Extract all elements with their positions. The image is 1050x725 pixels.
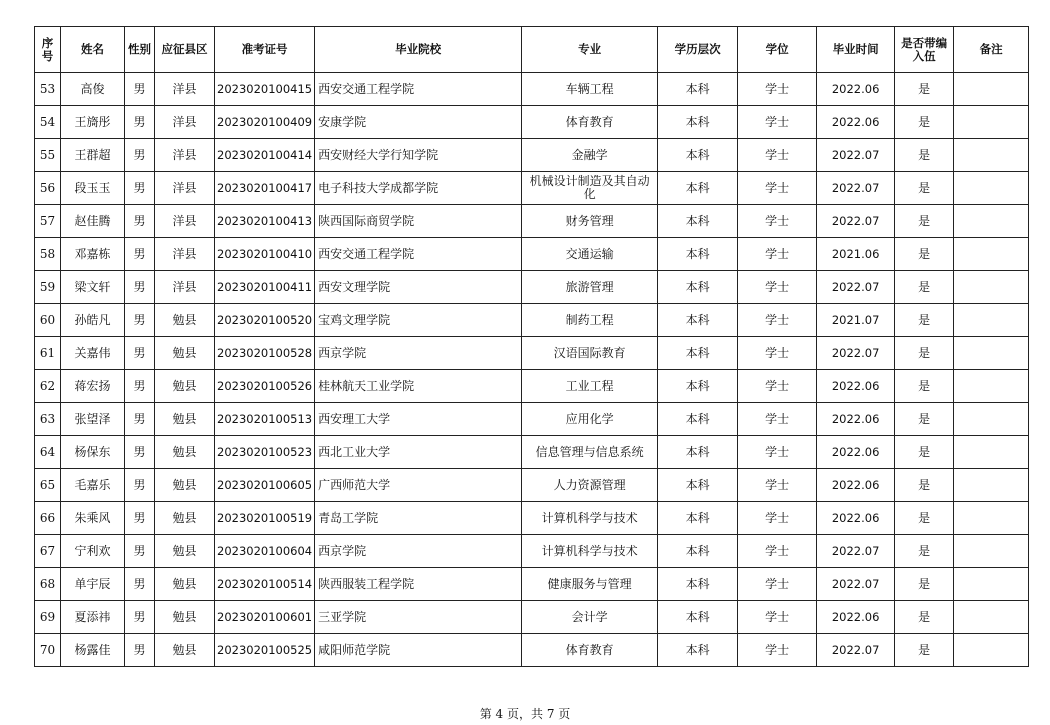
- cell-school: 西安交通工程学院: [315, 73, 522, 106]
- table-row: [35, 337, 1029, 370]
- cell-name: 毛嘉乐: [61, 469, 125, 502]
- cell-degree: 学士: [738, 403, 817, 436]
- cell-county: 勉县: [155, 337, 215, 370]
- header-col-gender: 性别: [125, 27, 155, 73]
- header-row: [35, 27, 1029, 73]
- cell-major: 旅游管理: [522, 271, 658, 304]
- cell-county: 洋县: [155, 238, 215, 271]
- table-row: [35, 535, 1029, 568]
- cell-remark: [954, 271, 1029, 304]
- cell-exam-id: 2023020100526: [215, 370, 315, 403]
- cell-degree: 学士: [738, 304, 817, 337]
- cell-exam-id: 2023020100520: [215, 304, 315, 337]
- cell-edu-level: 本科: [658, 601, 738, 634]
- cell-grad-time: 2022.07: [817, 205, 895, 238]
- table-row: [35, 634, 1029, 667]
- cell-edu-level: 本科: [658, 73, 738, 106]
- header-col-degree: 学位: [738, 27, 817, 73]
- cell-name: 高俊: [61, 73, 125, 106]
- cell-seq: 65: [35, 469, 61, 502]
- cell-major: 车辆工程: [522, 73, 658, 106]
- cell-remark: [954, 403, 1029, 436]
- cell-major: 体育教育: [522, 106, 658, 139]
- cell-school: 西安交通工程学院: [315, 238, 522, 271]
- cell-seq: 62: [35, 370, 61, 403]
- cell-remark: [954, 634, 1029, 667]
- cell-gender: 男: [125, 502, 155, 535]
- cell-degree: 学士: [738, 436, 817, 469]
- cell-enlist: 是: [895, 73, 954, 106]
- cell-grad-time: 2022.07: [817, 634, 895, 667]
- cell-grad-time: 2022.06: [817, 73, 895, 106]
- cell-school: 西安理工大学: [315, 403, 522, 436]
- cell-seq: 68: [35, 568, 61, 601]
- cell-name: 邓嘉栋: [61, 238, 125, 271]
- cell-remark: [954, 502, 1029, 535]
- table-row: [35, 502, 1029, 535]
- cell-name: 张望泽: [61, 403, 125, 436]
- cell-seq: 53: [35, 73, 61, 106]
- cell-gender: 男: [125, 634, 155, 667]
- cell-exam-id: 2023020100519: [215, 502, 315, 535]
- cell-exam-id: 2023020100415: [215, 73, 315, 106]
- cell-seq: 70: [35, 634, 61, 667]
- cell-degree: 学士: [738, 271, 817, 304]
- cell-county: 勉县: [155, 601, 215, 634]
- cell-degree: 学士: [738, 469, 817, 502]
- cell-seq: 69: [35, 601, 61, 634]
- cell-remark: [954, 73, 1029, 106]
- table-row: [35, 172, 1029, 205]
- cell-name: 王旖彤: [61, 106, 125, 139]
- cell-remark: [954, 601, 1029, 634]
- cell-school: 电子科技大学成都学院: [315, 172, 522, 205]
- cell-exam-id: 2023020100409: [215, 106, 315, 139]
- cell-enlist: 是: [895, 535, 954, 568]
- table-row: [35, 139, 1029, 172]
- table-row: [35, 304, 1029, 337]
- header-col-name: 姓名: [61, 27, 125, 73]
- page-footer: 第 4 页，共 7 页: [479, 707, 571, 721]
- cell-name: 杨保东: [61, 436, 125, 469]
- cell-degree: 学士: [738, 172, 817, 205]
- cell-name: 夏添祎: [61, 601, 125, 634]
- cell-school: 安康学院: [315, 106, 522, 139]
- cell-exam-id: 2023020100528: [215, 337, 315, 370]
- cell-school: 陕西国际商贸学院: [315, 205, 522, 238]
- header-col-edu-level: 学历层次: [658, 27, 738, 73]
- cell-name: 单宇辰: [61, 568, 125, 601]
- cell-county: 勉县: [155, 568, 215, 601]
- cell-enlist: 是: [895, 304, 954, 337]
- cell-enlist: 是: [895, 634, 954, 667]
- header-col-remark: 备注: [954, 27, 1029, 73]
- cell-exam-id: 2023020100525: [215, 634, 315, 667]
- cell-exam-id: 2023020100513: [215, 403, 315, 436]
- table-row: [35, 469, 1029, 502]
- cell-gender: 男: [125, 535, 155, 568]
- cell-grad-time: 2022.06: [817, 436, 895, 469]
- cell-grad-time: 2021.06: [817, 238, 895, 271]
- cell-exam-id: 2023020100414: [215, 139, 315, 172]
- cell-seq: 67: [35, 535, 61, 568]
- cell-edu-level: 本科: [658, 403, 738, 436]
- cell-grad-time: 2022.06: [817, 502, 895, 535]
- cell-major: 计算机科学与技术: [522, 535, 658, 568]
- cell-edu-level: 本科: [658, 469, 738, 502]
- cell-school: 西安文理学院: [315, 271, 522, 304]
- cell-major: 金融学: [522, 139, 658, 172]
- cell-gender: 男: [125, 403, 155, 436]
- cell-name: 孙皓凡: [61, 304, 125, 337]
- cell-seq: 63: [35, 403, 61, 436]
- header-col-county: 应征县区: [155, 27, 215, 73]
- cell-major: 会计学: [522, 601, 658, 634]
- cell-enlist: 是: [895, 436, 954, 469]
- cell-exam-id: 2023020100514: [215, 568, 315, 601]
- cell-gender: 男: [125, 73, 155, 106]
- cell-edu-level: 本科: [658, 205, 738, 238]
- cell-enlist: 是: [895, 601, 954, 634]
- cell-major: 工业工程: [522, 370, 658, 403]
- cell-edu-level: 本科: [658, 568, 738, 601]
- cell-grad-time: 2022.06: [817, 469, 895, 502]
- cell-remark: [954, 172, 1029, 205]
- cell-major: 财务管理: [522, 205, 658, 238]
- cell-gender: 男: [125, 337, 155, 370]
- cell-major: 计算机科学与技术: [522, 502, 658, 535]
- cell-edu-level: 本科: [658, 436, 738, 469]
- cell-degree: 学士: [738, 535, 817, 568]
- cell-grad-time: 2022.06: [817, 106, 895, 139]
- cell-school: 广西师范大学: [315, 469, 522, 502]
- cell-seq: 58: [35, 238, 61, 271]
- table-row: [35, 568, 1029, 601]
- header-col-seq: 序号: [35, 27, 61, 73]
- cell-edu-level: 本科: [658, 502, 738, 535]
- cell-grad-time: 2022.07: [817, 568, 895, 601]
- cell-remark: [954, 370, 1029, 403]
- cell-degree: 学士: [738, 634, 817, 667]
- cell-major: 交通运输: [522, 238, 658, 271]
- cell-seq: 60: [35, 304, 61, 337]
- cell-school: 西北工业大学: [315, 436, 522, 469]
- cell-enlist: 是: [895, 172, 954, 205]
- cell-school: 咸阳师范学院: [315, 634, 522, 667]
- cell-school: 西京学院: [315, 337, 522, 370]
- cell-name: 赵佳腾: [61, 205, 125, 238]
- cell-gender: 男: [125, 106, 155, 139]
- recruit-table: [34, 26, 1029, 667]
- cell-edu-level: 本科: [658, 370, 738, 403]
- cell-school: 三亚学院: [315, 601, 522, 634]
- cell-school: 青岛工学院: [315, 502, 522, 535]
- cell-gender: 男: [125, 205, 155, 238]
- cell-edu-level: 本科: [658, 271, 738, 304]
- cell-grad-time: 2022.07: [817, 271, 895, 304]
- cell-seq: 55: [35, 139, 61, 172]
- cell-remark: [954, 535, 1029, 568]
- cell-county: 洋县: [155, 139, 215, 172]
- cell-school: 西京学院: [315, 535, 522, 568]
- cell-major: 应用化学: [522, 403, 658, 436]
- table-row: [35, 271, 1029, 304]
- table-header: [35, 27, 1029, 73]
- cell-degree: 学士: [738, 205, 817, 238]
- cell-grad-time: 2022.06: [817, 370, 895, 403]
- cell-major: 人力资源管理: [522, 469, 658, 502]
- cell-major: 机械设计制造及其自动化: [522, 172, 658, 205]
- cell-name: 杨露佳: [61, 634, 125, 667]
- cell-school: 桂林航天工业学院: [315, 370, 522, 403]
- cell-exam-id: 2023020100417: [215, 172, 315, 205]
- cell-enlist: 是: [895, 568, 954, 601]
- cell-grad-time: 2021.07: [817, 304, 895, 337]
- cell-major: 体育教育: [522, 634, 658, 667]
- cell-exam-id: 2023020100411: [215, 271, 315, 304]
- cell-enlist: 是: [895, 403, 954, 436]
- table-row: [35, 205, 1029, 238]
- cell-degree: 学士: [738, 370, 817, 403]
- cell-county: 洋县: [155, 172, 215, 205]
- cell-grad-time: 2022.07: [817, 337, 895, 370]
- cell-edu-level: 本科: [658, 172, 738, 205]
- cell-degree: 学士: [738, 238, 817, 271]
- cell-enlist: 是: [895, 370, 954, 403]
- cell-county: 勉县: [155, 502, 215, 535]
- cell-county: 勉县: [155, 370, 215, 403]
- cell-degree: 学士: [738, 601, 817, 634]
- cell-county: 勉县: [155, 436, 215, 469]
- cell-remark: [954, 337, 1029, 370]
- cell-remark: [954, 106, 1029, 139]
- cell-county: 勉县: [155, 634, 215, 667]
- cell-grad-time: 2022.07: [817, 535, 895, 568]
- cell-major: 健康服务与管理: [522, 568, 658, 601]
- cell-name: 关嘉伟: [61, 337, 125, 370]
- cell-county: 勉县: [155, 535, 215, 568]
- cell-remark: [954, 139, 1029, 172]
- cell-gender: 男: [125, 304, 155, 337]
- cell-remark: [954, 238, 1029, 271]
- cell-major: 信息管理与信息系统: [522, 436, 658, 469]
- cell-remark: [954, 205, 1029, 238]
- table-row: [35, 601, 1029, 634]
- table-row: [35, 403, 1029, 436]
- cell-seq: 57: [35, 205, 61, 238]
- cell-exam-id: 2023020100604: [215, 535, 315, 568]
- cell-remark: [954, 568, 1029, 601]
- cell-county: 洋县: [155, 73, 215, 106]
- header-col-major: 专业: [522, 27, 658, 73]
- header-col-school: 毕业院校: [315, 27, 522, 73]
- cell-grad-time: 2022.07: [817, 172, 895, 205]
- cell-seq: 56: [35, 172, 61, 205]
- cell-seq: 64: [35, 436, 61, 469]
- cell-degree: 学士: [738, 502, 817, 535]
- cell-enlist: 是: [895, 337, 954, 370]
- cell-county: 洋县: [155, 271, 215, 304]
- table-row: [35, 238, 1029, 271]
- cell-major: 汉语国际教育: [522, 337, 658, 370]
- cell-gender: 男: [125, 469, 155, 502]
- table-row: [35, 73, 1029, 106]
- cell-enlist: 是: [895, 502, 954, 535]
- cell-remark: [954, 436, 1029, 469]
- cell-degree: 学士: [738, 106, 817, 139]
- table-row: [35, 370, 1029, 403]
- cell-exam-id: 2023020100410: [215, 238, 315, 271]
- table-row: [35, 436, 1029, 469]
- cell-county: 洋县: [155, 205, 215, 238]
- cell-edu-level: 本科: [658, 535, 738, 568]
- cell-county: 勉县: [155, 403, 215, 436]
- cell-degree: 学士: [738, 139, 817, 172]
- cell-gender: 男: [125, 271, 155, 304]
- cell-gender: 男: [125, 172, 155, 205]
- cell-degree: 学士: [738, 73, 817, 106]
- cell-grad-time: 2022.07: [817, 139, 895, 172]
- cell-grad-time: 2022.06: [817, 403, 895, 436]
- cell-seq: 61: [35, 337, 61, 370]
- header-col-grad-time: 毕业时间: [817, 27, 895, 73]
- cell-seq: 54: [35, 106, 61, 139]
- cell-name: 段玉玉: [61, 172, 125, 205]
- cell-remark: [954, 304, 1029, 337]
- cell-gender: 男: [125, 238, 155, 271]
- cell-enlist: 是: [895, 469, 954, 502]
- cell-edu-level: 本科: [658, 337, 738, 370]
- cell-major: 制药工程: [522, 304, 658, 337]
- cell-county: 勉县: [155, 469, 215, 502]
- cell-name: 王群超: [61, 139, 125, 172]
- cell-edu-level: 本科: [658, 634, 738, 667]
- cell-exam-id: 2023020100523: [215, 436, 315, 469]
- cell-edu-level: 本科: [658, 238, 738, 271]
- cell-grad-time: 2022.06: [817, 601, 895, 634]
- cell-county: 勉县: [155, 304, 215, 337]
- cell-enlist: 是: [895, 205, 954, 238]
- cell-name: 宁利欢: [61, 535, 125, 568]
- table-body: [35, 73, 1029, 667]
- cell-county: 洋县: [155, 106, 215, 139]
- cell-edu-level: 本科: [658, 106, 738, 139]
- cell-school: 西安财经大学行知学院: [315, 139, 522, 172]
- cell-exam-id: 2023020100605: [215, 469, 315, 502]
- cell-enlist: 是: [895, 238, 954, 271]
- cell-gender: 男: [125, 139, 155, 172]
- header-col-exam-id: 准考证号: [215, 27, 315, 73]
- table-row: [35, 106, 1029, 139]
- cell-edu-level: 本科: [658, 139, 738, 172]
- cell-gender: 男: [125, 601, 155, 634]
- cell-school: 宝鸡文理学院: [315, 304, 522, 337]
- cell-edu-level: 本科: [658, 304, 738, 337]
- cell-exam-id: 2023020100601: [215, 601, 315, 634]
- cell-remark: [954, 469, 1029, 502]
- cell-name: 梁文轩: [61, 271, 125, 304]
- cell-exam-id: 2023020100413: [215, 205, 315, 238]
- cell-name: 蒋宏扬: [61, 370, 125, 403]
- cell-degree: 学士: [738, 337, 817, 370]
- cell-enlist: 是: [895, 271, 954, 304]
- cell-gender: 男: [125, 568, 155, 601]
- header-col-enlist: 是否带编入伍: [895, 27, 954, 73]
- cell-enlist: 是: [895, 139, 954, 172]
- cell-degree: 学士: [738, 568, 817, 601]
- cell-seq: 59: [35, 271, 61, 304]
- cell-gender: 男: [125, 370, 155, 403]
- cell-seq: 66: [35, 502, 61, 535]
- cell-gender: 男: [125, 436, 155, 469]
- cell-school: 陕西服装工程学院: [315, 568, 522, 601]
- cell-enlist: 是: [895, 106, 954, 139]
- cell-name: 朱乘风: [61, 502, 125, 535]
